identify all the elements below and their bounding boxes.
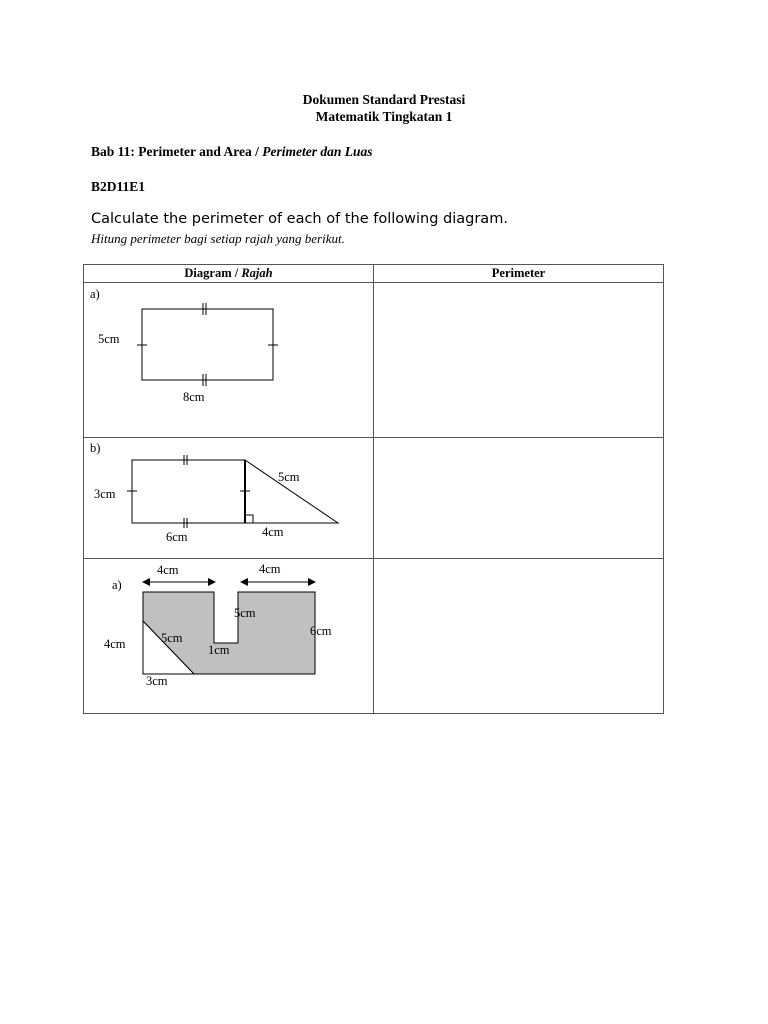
rectangle-shape — [142, 309, 273, 380]
diagonal-label: 5cm — [161, 631, 183, 645]
perimeter-answer-cell-c[interactable] — [374, 559, 664, 714]
column-header-diagram — [84, 265, 374, 283]
slot-height-label: 5cm — [234, 606, 256, 620]
diagram-label: a) — [112, 578, 122, 592]
right-angle-marker — [245, 515, 253, 523]
height-label: 3cm — [94, 487, 116, 501]
chapter-heading-malay: Perimeter dan Luas — [262, 144, 373, 159]
column-header-perimeter: Perimeter — [374, 265, 664, 283]
table-row — [84, 559, 664, 714]
slot-width-label: 1cm — [208, 643, 230, 657]
left-side-label: 4cm — [104, 637, 126, 651]
right-side-label: 6cm — [310, 624, 332, 638]
diagram-label: b) — [90, 441, 101, 455]
top-right-label: 4cm — [259, 562, 281, 576]
rectangle-shape — [132, 460, 245, 523]
document-title: Dokumen Standard Prestasi — [302, 92, 466, 107]
table-row — [84, 283, 664, 438]
instruction-english: Calculate the perimeter of each of the following diagram. — [91, 211, 508, 227]
composite-diagram — [84, 438, 373, 559]
chapter-heading-english: Bab 11: Perimeter and Area / — [91, 144, 263, 159]
instruction-malay: Hitung perimeter bagi setiap rajah yang berikut. — [91, 231, 345, 246]
chapter-heading — [91, 144, 372, 160]
column-header-diagram-label: Diagram / — [184, 266, 242, 280]
diagram-cell-b — [84, 438, 374, 559]
top-left-label: 4cm — [157, 563, 179, 577]
width-label: 8cm — [183, 390, 205, 404]
perimeter-answer-cell-b[interactable] — [374, 438, 664, 559]
width-label: 6cm — [166, 530, 188, 544]
rectangle-diagram — [84, 283, 373, 438]
shaded-composite-diagram — [84, 559, 373, 714]
diagram-cell-a — [84, 283, 374, 438]
exercise-code: B2D11E1 — [91, 179, 146, 194]
diagram-label: a) — [90, 287, 100, 301]
base-label: 4cm — [262, 525, 284, 539]
hypotenuse-label: 5cm — [278, 470, 300, 484]
document-subtitle: Matematik Tingkatan 1 — [315, 109, 453, 124]
column-header-diagram-italic: Rajah — [241, 266, 273, 280]
exercise-table — [83, 264, 664, 714]
diagram-cell-c — [84, 559, 374, 714]
table-row — [84, 438, 664, 559]
height-label: 5cm — [98, 332, 120, 346]
perimeter-answer-cell-a[interactable] — [374, 283, 664, 438]
table-header-row — [84, 265, 664, 283]
bottom-label: 3cm — [146, 674, 168, 688]
